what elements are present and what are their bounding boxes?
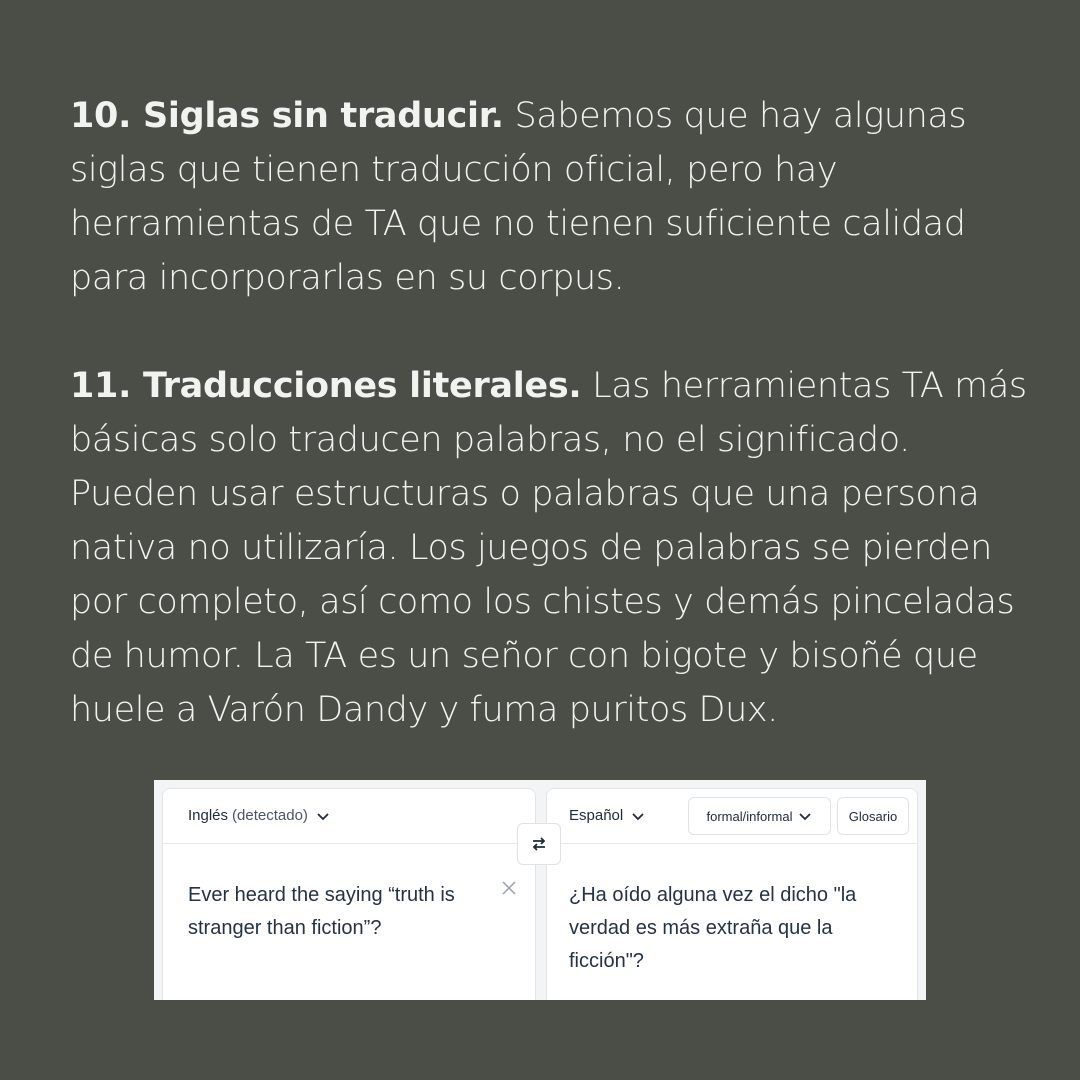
glossary-label: Glosario [848, 808, 898, 824]
glossary-button[interactable] [837, 797, 909, 835]
chevron-down-icon [316, 809, 330, 823]
source-panel [162, 788, 536, 1000]
target-panel-header [547, 789, 917, 844]
detected-label: (detectado) [232, 807, 308, 824]
body-traducciones-literales: Las herramientas TA más básicas solo traducen palabras, no el significado. Pueden usar estructuras o palabras que una persona nativa no utilizaría. Los juegos de palabras se pierden por completo, así como los chistes y demás pinceladas de humor. La TA es un señor con bigote y bisoñé que huele a Varón Dandy y fuma puritos Dux. [70, 366, 1027, 730]
translator-screenshot [154, 780, 926, 1000]
target-panel [546, 788, 918, 1000]
formality-dropdown[interactable] [688, 797, 831, 835]
chevron-down-icon [631, 809, 645, 823]
target-language-select[interactable] [569, 807, 645, 824]
swap-languages-button[interactable] [517, 823, 561, 865]
chevron-down-icon [798, 809, 812, 823]
body-siglas: Sabemos que hay algunas siglas que tienen traducción oficial, pero hay herramientas de TA que no tienen suficiente calidad para incorporarlas en su corpus. [70, 96, 967, 298]
swap-icon [530, 835, 548, 853]
paragraph-traducciones-literales [70, 359, 1030, 737]
heading-siglas: 10. Siglas sin traducir. [70, 96, 504, 136]
source-language-select[interactable] [188, 807, 330, 824]
target-language-label: Español [569, 807, 624, 824]
paragraph-siglas [70, 89, 1030, 305]
heading-traducciones-literales: 11. Traducciones literales. [70, 366, 582, 406]
source-text[interactable]: Ever heard the saying “truth is stranger than fiction”? [188, 884, 455, 939]
close-icon[interactable] [501, 880, 517, 896]
source-language-label: Inglés [188, 807, 229, 824]
target-text: ¿Ha oído alguna vez el dicho "la verdad es más extraña que la ficción"? [569, 884, 857, 972]
source-panel-header [163, 789, 535, 844]
formality-label: formal/informal [706, 808, 793, 824]
